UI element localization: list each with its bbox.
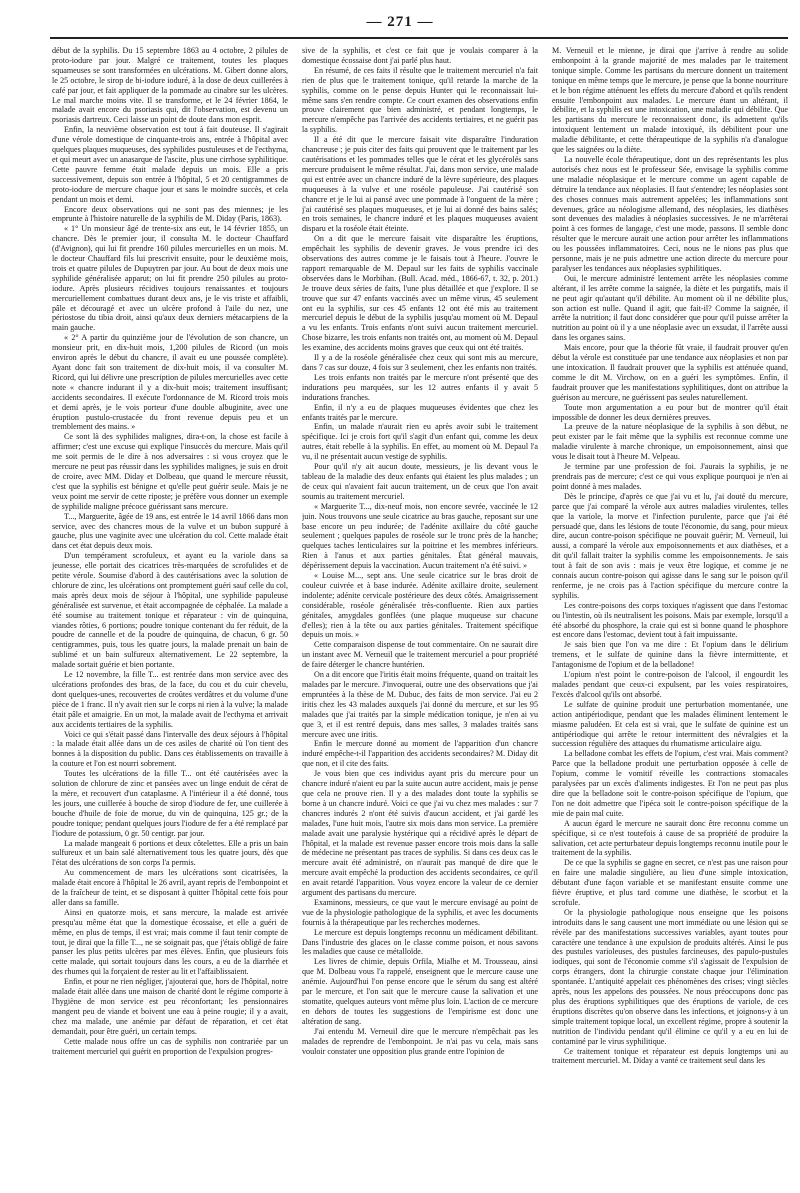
paragraph: On a dit encore que l'iritis était moins fréquente, quand on traitait les malades par le mercure. J'invoquerai, outre une des observations que j'ai empruntées à la thèse de M. Dubuc, des faits de mon service. J'ai eu 2 iritis chez les 43 malades auxquels j'ai donné du mercure, et sur les 95 malades que j'ai traités par la simple médication tonique, je n'en ai vu que 3, et il est rentré depuis, dans mes salles, 3 malades traités sans mercure avec une iritis.: [302, 670, 538, 739]
paragraph: début de la syphilis. Du 15 septembre 1863 au 4 octobre, 2 pilules de proto-iodure par jour. Malgré ce traitement, toutes les plaques squameuses se sont transformées en ulcérations. M. Gibert donne alors, le 25 octobre, le sirop de bi-iodure ioduré, à la dose de deux cuillerées à café par jour, et fait appliquer de la pommade au cinabre sur les ulcères. Le mal marche moins vite. Il se transforme, et le 24 février 1864, le malade avait encore du psoriasis qui, dit l'observation, est devenu un psoriasis dartreux. Ceci laisse un point de doute dans mon esprit.: [52, 46, 288, 125]
paragraph: On a dit que le mercure faisait vite disparaître les éruptions, empêchait les syphilis de devenir graves. Je vous prendre ici des observations des autres comme je le faisais tout à l'heure. J'ouvre le rapport remarquable de M. Depaul sur les faits de syphilis vaccinale observées dans le Morbihan. (Bull. Acad. méd., 1866-67, t. 32, p. 201.) Je trouve deux séries de faits, l'une plus détaillée et que j'explore. Il se trouve que sur 47 enfants vaccinés avec un même virus, 45 seulement ont eu la syphilis, sur ces 45 enfants 12 ont été mis au traitement mercuriel depuis le début de la syphilis jusqu'au moment où M. Depaul a vu les enfants. Trois enfants n'ont suivi aucun traitement mercuriel. Chose bizarre, les trois enfants non traités ont, au moment où M. Depaul les examine, des accidents moins graves que ceux qui ont été traités.: [302, 234, 538, 353]
paragraph: Enfin, il n'y a eu de plaques muqueuses évidentes que chez les enfants traités par le mercure.: [302, 402, 538, 422]
page-number: — 271 —: [366, 14, 434, 30]
paragraph: Le 12 novembre, la fille T... est rentrée dans mon service avec des ulcérations profondes des bras, de la face, du cou et du cuir chevelu, dont quelques-unes, recouvertes de croûtes verdâtres et du volume d'une pièce de 1 franc. Il n'y avait rien sur le corps ni rien à la vulve; la malade était pâle et amaigrie. En un mot, la malade avait de l'ecthyma et arrivait aux accidents tertiaires de la syphilis.: [52, 670, 288, 729]
paragraph: T..., Marguerite, âgée de 19 ans, est entrée le 14 avril 1866 dans mon service, avec des chancres mous de la vulve et un bubon suppuré à gauche, plus une vaginite avec une ulcération du col. Cette malade était dans cet état depuis deux mois.: [52, 511, 288, 551]
paragraph: J'ai entendu M. Verneuil dire que le mercure n'empêchait pas les malades de reprendre de l'embonpoint. Je n'ai pas vu cela, mais sans vouloir constater une opposition plus grande entre l'opinion de: [302, 1026, 538, 1056]
paragraph: Or la physiologie pathologique nous enseigne que les poisons introduits dans le sang causent une mort immédiate ou une lésion qui se révèle par des manifestations successives variables, ayant toutes pour caractère une tendance à une expulsion de produits altérés. Ainsi le pus des pustules varioleuses, des pustules farcineuses, des papulo-pustules iodiques, qui sont de l'économie comme s'il s'agissait de l'expulsion de corps étrangers, dont la chirurgie constate chaque jour l'élimination spontanée. L'antiquité appelait ces phénomènes des crises; vingt siècles après, nous les appelons des poussées. Ne nous préoccupons donc pas plus des éruptions syphilitiques que des éruptions de variole, de ces éruptions discrètes qu'on observe dans les infections, et joignons-y à un simple traitement topique local, un excellent régime, propre à soutenir la nutrition de l'individu pendant qu'il élimine ce qu'il y a eu en lui de contaminé par le virus syphilitique.: [552, 907, 788, 1046]
paragraph: Le mercure est depuis longtemps reconnu un médicament débilitant. Dans l'industrie des glaces on le classe comme poison, et nous savons les maladies que cause ce métalloïde.: [302, 927, 538, 957]
paragraph: Il a été dit que le mercure faisait vite disparaître l'induration chancreuse ; je puis citer des faits qui prouvent que le traitement par les cautérisations et les pommades telles que le cérat et les glycérolés sans mercure produisent le même résultat. J'ai, dans mon service, une malade qui est entrée avec un chancre induré de la lèvre supérieure, des plaques muqueuses à la vulve et une roséole papuleuse. J'ai cautérisé son chancre et je le lui ai pansé avec une pommade à l'onguent de la mère ; j'ai cautérisé ses plaques muqueuses, et je lui ai donné des bains salés; en trois semaines, le chancre induré et les plaques muqueuses avaient disparu et la roséole était éteinte.: [302, 135, 538, 234]
paragraph: Enfin, et pour ne rien négliger, j'ajouterai que, hors de l'hôpital, notre malade était allée dans une maison de charité dont le régime comporte à l'hygiène de mon service est peu réconfortant; les pensionnaires mangent peu de viande et boivent une eau à peine rougie; il y a avait, chez ma malade, une anémie par défaut de réparation, et cet état demandait, pour être guéri, un certain temps.: [52, 977, 288, 1036]
paragraph: Mais encore, pour que la théorie fût vraie, il faudrait prouver qu'en début la vérole est constituée par une tendance aux néoplasies et non par une intoxication. Il faudrait prouver que la syphilis est atténuée quand, comme le dit M. Virchow, on en a guéri les symptômes. Enfin, il faudrait prouver que les manifestations syphilitiques, dont on attribue la guérison au mercure, ne guérissent pas seules naturellement.: [552, 343, 788, 402]
column-left: [52, 46, 288, 1186]
paragraph: Je termine par une profession de foi. J'aurais la syphilis, je ne prendrais pas de mercure; c'est ce qui vous explique pourquoi je n'en ai point donné à mes malades.: [552, 462, 788, 491]
paragraph: Toutes les ulcérations de la fille T... ont été cautérisées avec la solution de chlorure de zinc et pansées avec un linge enduit de cérat de la mère, et recouvert d'un cataplasme. A l'intérieur il a été donné, tous les jours, une cuillerée à bouche de sirop d'iodure de fer, une cuillerée à bouche d'huile de foie de morue, du vin de quinquina, 125 gr.; de la poudre tonique; pendant quelques jours l'iodure de fer a été remplacé par l'iodure de potassium, 0 gr. 50 centigr. par jour.: [52, 769, 288, 838]
column-middle: [302, 46, 538, 1186]
paragraph: Les trois enfants non traités par le mercure n'ont présenté que des indurations peu marquées, sur les 12 autres enfants il y avait 5 indurations franches.: [302, 372, 538, 402]
paragraph: Le sulfate de quinine produit une perturbation momentanée, une action antipériodique, pendant que les malades éliminent lentement le miasme paludéen. Et cela est si vrai, que le sulfate de quinine est un antipériodique qui arrête le retour intermittent des névralgies et la succession régulière des attaques du rhumatisme articulaire aigu.: [552, 699, 788, 749]
paragraph: Je sais bien que l'on va me dire : Et l'opium dans le délirium tremens, et le sulfate de quinine dans la fièvre intermittente, et l'antagonisme de l'opium et de la belladone!: [552, 640, 788, 670]
paragraph: Ainsi en quatorze mois, et sans mercure, la malade est arrivée presqu'au même état que la domestique écossaise, et elle a guéri de même, en plus de temps, il est vrai; mais comme il faut tenir compte de tout, je dirai que la fille T..., ne se soignait pas, que j'étais obligé de faire panser les plus petits ulcères par mes élèves. Enfin, que plusieurs fois cette malade, qui sortait toujours dans les cours, a eu de la diarrhée et des rhumes qui la forçaient de rester au lit et l'affaiblissaient.: [52, 907, 288, 977]
paragraph: sive de la syphilis, et c'est ce fait que je voulais comparer à la domestique écossaise dont j'ai parlé plus haut.: [302, 46, 538, 65]
paragraph: Au commencement de mars les ulcérations sont cicatrisées, la malade était encore à l'hôpital le 26 avril, ayant repris de l'embonpoint et de la fraîcheur de teint, et se disposant à quitter l'hôpital cette fois pour aller dans sa famille.: [52, 868, 288, 907]
paragraph: M. Verneuil et le mienne, je dirai que j'arrive à rendre au solide embonpoint à la grande majorité de mes malades par le traitement tonique simple. Comme les partisans du mercure donnent un traitement tonique en même temps que le mercure, je pense que la bonne nourriture et le bon régime atténuent les effets du mercure d'abord et qu'ils rendent ensuite l'embonpoint aux malades. Le mercure étant un altérant, il débilite, et la syphilis est une intoxication, une maladie qui débilite. Que les partisans du mercure le reconnaissent donc, ils admettent qu'ils intoxiquent lentement un malade intoxiqué, ils débilitent pour une maladie débilitante, et cette thérapeutique de la syphilis n'a d'analogue que les saignées ou la diète.: [552, 46, 788, 155]
header-rule: [50, 37, 788, 39]
paragraph: Les livres de chimie, depuis Orfila, Mialhe et M. Trousseau, ainsi que M. Dolbeau vous l'a rappelé, enseignent que le mercure cause une anémie. Aujourd'hui l'on pense encore que le sérum du sang est altéré par le mercure, et l'on sait que le mercure cause la salivation et une stomatite, quelques auteurs vont même plus loin. L'action de ce mercure en dehors de toutes les suggestions de l'empirisme est donc une altération de sang.: [302, 957, 538, 1026]
paragraph: De ce que la syphilis se gagne en secret, ce n'est pas une raison pour en faire une maladie singulière, au lieu d'une simple intoxication, débutant d'une façon variable et se manifestant ensuite comme une fièvre éruptive, et plus tard comme une diathèse, le scorbut et la scrofule.: [552, 858, 788, 907]
paragraph: « Marguerite T..., dix-neuf mois, non encore sevrée, vaccinée le 12 juin. Nous trouvons une seule cicatrice au bras gauche, reposant sur une base encore un peu indurée; de l'adénite axillaire du côté gauche seulement ; quelques papules de roséole sur le tronc près de la hanche; quelques taches lenticulaires sur la poitrine et les membres inférieurs. Rien à l'anus et aux parties génitales. État général mauvais, dépérissement depuis la vaccination. Aucun traitement n'a été suivi. »: [302, 501, 538, 571]
paragraph: Oui, le mercure administré lentement arrête les néoplasies comme altérant, il les arrête comme la saignée, la diète et les purgatifs, mais il ne peut agir qu'autant qu'il débilite. Au moment où il ne débilite plus, son action est nulle. Quand il agit, que fait-il? Comme la saignée, il arrête la nutrition; il faut donc considérer que pour qu'il puisse arrêter la nutrition au point où il y a une néoplasie avec un exsudat, il l'arrête aussi dans les organes sains.: [552, 273, 788, 343]
paragraph: Dès le principe, d'après ce que j'ai vu et lu, j'ai douté du mercure, parce que j'ai comparé la vérole aux autres maladies virulentes, telles que la variole, la morve et l'infection purulente, parce que j'ai été persuadé que, dans les lésions de toute l'économie, du sang, pour mieux dire, aucun contre-poison spécifique ne pouvait guérir; M. Verneuil, lui aussi, a comparé la vérole aux empoisonnements et aux diathèses, et a dit qu'il fallait traiter la syphilis comme les empoisonnements. Je sais tout à fait de son avis : mais je veux être logique, et comme je ne connais aucun contre-poison qui agisse dans le sang sur le poison qu'il renferme, je ne crois pas à l'action spécifique du mercure contre la syphilis.: [552, 491, 788, 600]
paragraph: Cette comparaison dispense de tout commentaire. On ne saurait dire un instant avec M. Verneuil que le traitement mercuriel a pour propriété de faire déterger le chancre huntérien.: [302, 640, 538, 670]
paragraph: Ce sont là des syphilides malignes, dira-t-on, la chose est facile à affirmer; c'est une excuse qui explique l'insuccès du mercure. Mais qu'il me soit permis de le dire à nos adversaires : si vous croyez que le mercure ne peut pas réussir dans les syphilides malignes, je suis en droit de croire, avec MM. Diday et Dolbeau, que quand le mercure réussit, c'est que la syphilis est bénigne et qu'elle peut guérir seule. Mais je ne veux point me servir de cette riposte; je préfère vous donner un exemple de syphilide maligne précoce guérissant sans mercure.: [52, 432, 288, 511]
paragraph: Enfin le mercure donné au moment de l'apparition d'un chancre induré empêche-t-il l'apparition des accidents secondaires? M. Diday dit que non, et il cite des faits.: [302, 739, 538, 769]
paragraph: Voici ce qui s'était passé dans l'intervalle des deux séjours à l'hôpital : la malade était allée dans un de ces asiles de charité où l'on tient des bonnes à la disposition du public. Dans ces établissements on travaille à la couture et l'on est nourri sobrement.: [52, 729, 288, 769]
paragraph: La malade mangeait 6 portions et deux côtelettes. Elle a pris un bain sulfureux et un bain salé alternativement tous les quatre jours, dès que l'état des ulcérations de son corps l'a permis.: [52, 838, 288, 868]
paragraph: Enfin, la neuvième observation est tout à fait douteuse. Il s'agirait d'une vérole domestique de cinquante-trois ans, entrée à l'hôpital avec quelques plaques muqueuses, des syphilides pustuleuses et de l'ecthyma, et qui meurt avec un anasarque de l'ascite, plus une cirrhose syphilitique. Cette pauvre femme était malade depuis un mois. Elle a pris successivement, depuis son entrée à l'hôpital, 5 et 20 centigrammes de proto-iodure de mercure chaque jour et sans le moindre succès, et cela pendant un mois et demi.: [52, 125, 288, 204]
paragraph: Encore deux observations qui ne sont pas des miennes; je les emprunte à l'histoire naturelle de la syphilis de M. Diday (Paris, 1863).: [52, 204, 288, 224]
paragraph: D'un tempérament scrofuleux, et ayant eu la variole dans sa jeunesse, elle portait des cicatrices très-marquées de scrofulides et de petite vérole. Soumise d'abord à des cautérisations avec la solution de chlorure de zinc, les ulcérations ont promptement guéri sauf celle du col, mais après deux mois de séjour à l'hôpital, une syphilide papuleuse généralisée est survenue, et était accompagnée de céphalée. La malade a été soumise au traitement tonique et réparateur : vin de quinquina, viandes rôties, 6 portions; poudre tonique contenant du fer réduit, de la poudre de cannelle et de la poudre de quinquina, de chacun, 6 gr. 50 centigrammes, puis, tous les quatre jours, la malade prenait un bain de sublimé et un bain sulfureux alternativement. Le 22 septembre, la malade sortait guérie et bien portante.: [52, 551, 288, 670]
paragraph: Examinons, messieurs, ce que vaut le mercure envisagé au point de vue de la physiologie pathologique de la syphilis, et avec les documents fournis à la thérapeutique par les recherches modernes.: [302, 897, 538, 927]
paragraph: La belladone combat les effets de l'opium, c'est vrai. Mais comment? Parce que la belladone produit une perturbation opposée à celle de l'opium, comme le vomitif réveille les contractions stomacales paralysées par un excès d'aliments indigestes. Et l'on ne peut pas plus dire que la belladone soit le contre-poison spécifique de l'opium, que l'on ne doit admettre que l'ipéca soit le contre-poison spécifique de la mie de pain mal cuite.: [552, 749, 788, 818]
paragraph: Cette malade nous offre un cas de syphilis non contrariée par un traitement mercuriel qui guérit en proportion de l'expulsion progres-: [52, 1036, 288, 1056]
paragraph: « 1° Un monsieur âgé de trente-six ans eut, le 14 février 1855, un chancre. Dès le premier jour, il consulta M. le docteur Chauffard (d'Avignon), qui lui fit prendre 160 pilules mercurielles en un mois. M. le docteur Chauffard fils lui prescrivit ensuite, pour le deuxième mois, trois et quatre pilules de Dupuytren par jour. Au bout de deux mois une syphilide généralisée apparut; on lui fit prendre 250 pilules au proto-iodure. Après plusieurs récidives toujours renaissantes et toujours mercuriellement combattues durant deux ans, je le vis triste et affaibli, pâle et découragé et avec un ulcère profond à l'aile du nez, une périostose du tibia droit, ainsi qu'aux deux derniers métacarpiens de la main gauche.: [52, 224, 288, 333]
paragraph: « Louise M..., sept ans. Une seule cicatrice sur le bras droit de couleur cuivrée et à base indurée. Adénite axillaire droite, seulement indolente; adénite cervicale postérieure des deux côtés. Amaigrissement considérable, roséole généralisée très-confluente. Rien aux parties génitales, amygdales gonflées (une plaque muqueuse sur chacune d'elles); rien à la tête ou aux parties génitales. Traitement spécifique depuis un mois. »: [302, 571, 538, 640]
text-columns: [52, 46, 788, 1186]
paragraph: L'opium n'est point le contre-poison de l'alcool, il engourdit les malades pendant que ceux-ci expulsent, par les voies respiratoires, l'excès d'alcool qu'ils ont absorbé.: [552, 670, 788, 699]
paragraph: « 2° A partir du quinzième jour de l'évolution de son chancre, un monsieur prit, en dix-huit mois, 1,200 pilules de Ricord (un mois environ après le début du chancre, il avait eu une poussée complète). Ayant donc fait son traitement de dix-huit mois, il va consulter M. Ricord, qui lui délivre une prescription de pilules mercurielles avec cette note « chancre indurant il y a dix-huit mois; traitement insuffisant; accidents secondaires. Il exécute l'ordonnance de M. Ricord trois mois et demi après, je le vois porteur d'une double albuginite, avec une éruption pustulo-crustacée du front revenue depuis peu et un tremblement des mains. »: [52, 333, 288, 432]
paragraph: Ce traitement tonique et réparateur est depuis longtemps uni au traitement mercuriel. M. Diday a vanté ce traitement seul dans les: [552, 1046, 788, 1066]
paragraph: Je vous bien que ces individus ayant pris du mercure pour un chancre induré n'aient eu par la suite aucun autre accident, mais je pense que cela ne prouve rien. Il y a des malades dont toute la syphilis se borne à un chancre induré. Voici ce que j'ai vu chez mes malades : sur 7 chancres indurés 2 n'ont été suivis d'aucun accident, et j'ai gardé les malades, l'une huit mois, l'autre six mois dans mon service. La première malade avait une paralysie hystérique qui a récidivé après le départ de l'hôpital, et la malade est revenue passer encore trois mois dans la salle de médecine ne présentant pas traces de syphilis. Si dans ces deux cas le mercure avait été administré, on n'aurait pas manqué de dire que le mercure avait empêché la production des accidents secondaires, ce qu'il en avait retardé l'apparition. Vous voyez encore la valeur de ce dernier argument des partisans du mercure.: [302, 769, 538, 898]
paragraph: Il y a de la roséole généralisée chez ceux qui sont mis au mercure, dans 7 cas sur douze, 4 fois sur 3 seulement, chez les enfants non traités.: [302, 353, 538, 372]
paragraph: Les contre-poisons des corps toxiques n'agissent que dans l'estomac ou l'intestin, où ils neutralisent les poisons. Mais par exemple, lorsqu'il a été absorbé du phosphore, la craie qui est si bonne quand le phosphore est encore dans l'estomac, devient tout à fait impuissante.: [552, 600, 788, 640]
paragraph: La nouvelle école thérapeutique, dont un des représentants les plus autorisés chez nous est le professeur Sée, envisage la syphilis comme une maladie néoplasique et le mercure comme un agent capable de détruire la tendance aux néoplasies. Il faut s'entendre; les néoplasies sont des choses connues mais autrement appelées; les inflammations sont devenues, grâce au néologisme allemand, des néoplasies, les diathèses sont devenues des maladies à néoplasies successives. Je ne m'arrêterai point à ces formes de langage, c'est une mode, passons. Il semble donc résulter que le mercure aurait une action pour arrêter les inflammations ou les poussées inflammatoires. Ceci, nous ne le nions pas plus que personne, mais je ne puis admettre une action directe du mercure pour paralyser les tendances aux néoplasies syphilitiques.: [552, 154, 788, 273]
paragraph: Pour qu'il n'y ait aucun doute, messieurs, je lis devant vous le tableau de la maladie des deux enfants qui étaient les plus malades ; un de ceux qui n'avaient fait aucun traitement, un de ceux que l'on avait soumis au traitement mercuriel.: [302, 462, 538, 501]
paragraph: La preuve de la nature néoplasique de la syphilis à son début, ne peut exister par le fait même que la syphilis est reconnue comme une maladie virulente à marche chronique, un empoisonnement, ainsi que vous le disait tout à l'heure M. Velpeau.: [552, 422, 788, 462]
paragraph: A aucun égard le mercure ne saurait donc être reconnu comme un spécifique, si ce n'est toutefois à cause de sa propriété de produire la salivation, cet acte perturbateur depuis longtemps reconnu inutile pour le traitement de la syphilis.: [552, 818, 788, 858]
paragraph: Toute mon argumentation a eu pour but de montrer qu'il était impossible de donner les deux dernières preuves.: [552, 402, 788, 422]
paragraph: Enfin, un malade n'aurait rien eu après avoir subi le traitement spécifique. Ici je crois fort qu'il s'agit d'un enfant qui, comme les deux autres, était rebelle à la syphilis. En effet, au moment où M. Depaul l'a vu, il ne présentait aucun vestige de syphilis.: [302, 422, 538, 462]
column-right: [552, 46, 788, 1186]
paragraph: En résumé, de ces faits il résulte que le traitement mercuriel n'a fait rien de plus que le traitement tonique, qu'il retarde la marche de la syphilis, comme on le pense depuis Hunter qui le reconnaissait lui-même sans s'en rendre compte. Ce court examen des observations enfin prouve clairement que bien administré, et pendant longtemps, le mercure n'empêche pas l'arrivée des accidents tertiaires, et ne guérit pas la syphilis.: [302, 65, 538, 135]
